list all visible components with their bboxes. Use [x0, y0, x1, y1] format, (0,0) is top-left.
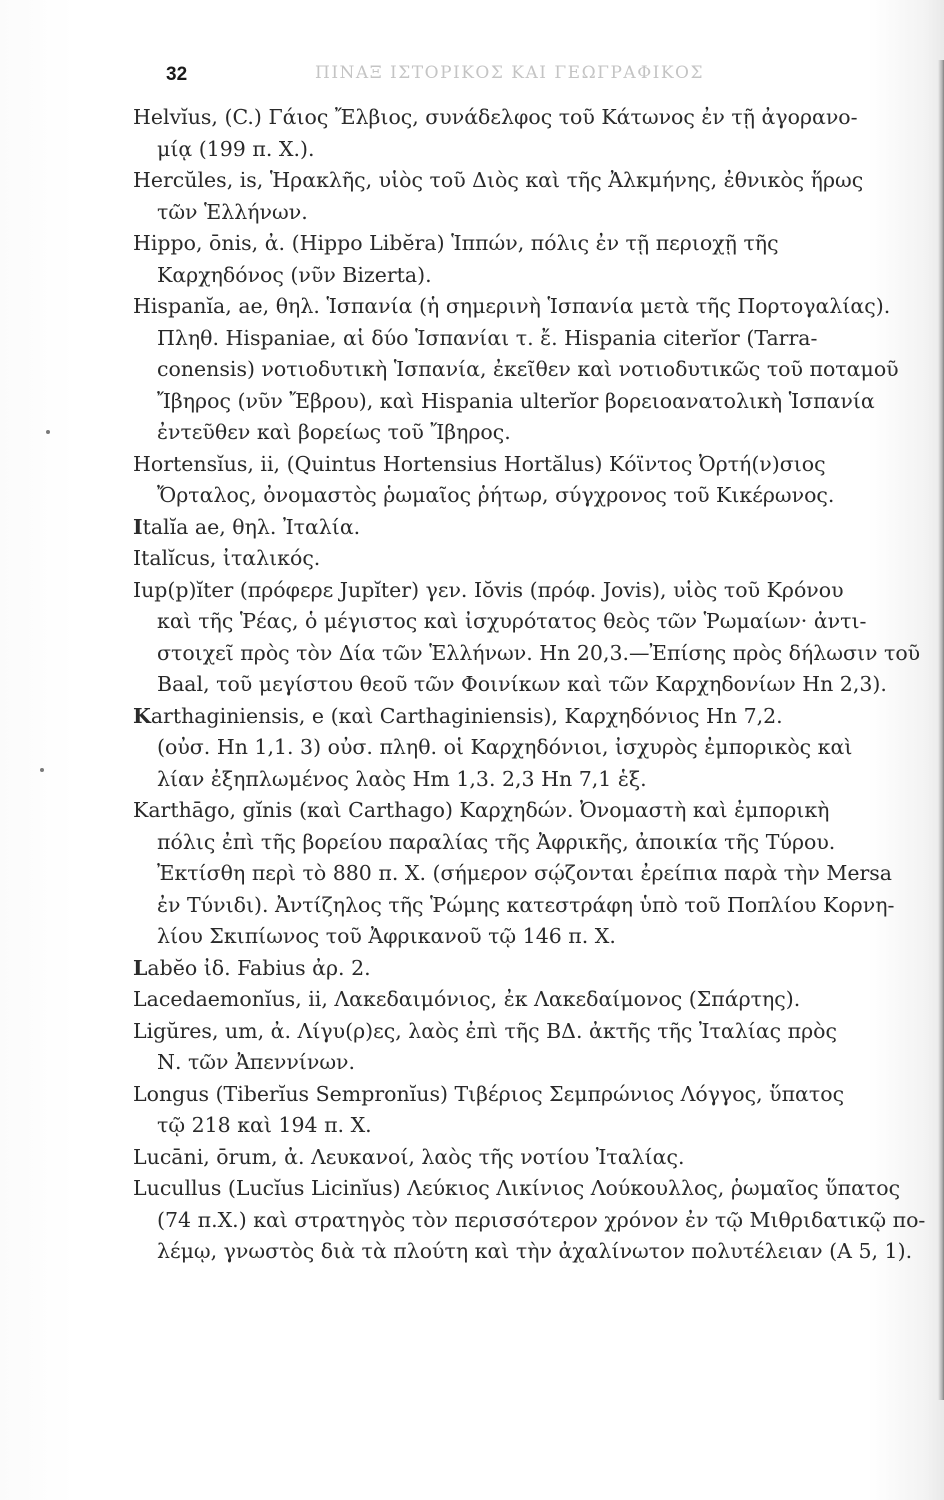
entry-continuation-line: στοιχεῖ πρὸς τὸν Δία τῶν Ἑλλήνων. Ηn 20,3.—Ἐπίσης πρὸς δήλωσιν τοῦ	[157, 640, 921, 665]
entry-continuation-line: Ὄρταλος, ὀνομαστὸς ῥωμαῖος ῥήτωρ, σύγχρονος τοῦ Κικέρωνος.	[157, 483, 835, 507]
entry-headline: Ligŭres, um, ἀ. Λίγυ(ρ)ες, λαὸς ἐπὶ τῆς ΒΔ. ἀκτῆς τῆς Ἰταλίας πρὸς	[133, 1018, 837, 1043]
glossary-entry	[133, 1173, 927, 1268]
entry-headline: Iup(p)ĭter (πρόφερε Jupĭter) γεν. Iŏvis (πρόφ. Jovis), υἱὸς τοῦ Κρόνου	[133, 577, 844, 602]
page-header	[160, 58, 920, 94]
glossary-entry	[133, 543, 927, 575]
glossary-entry	[133, 291, 927, 449]
glossary-entry	[133, 701, 927, 796]
entry-continuation-line: τῶν Ἑλλήνων.	[157, 199, 308, 224]
entry-continuation-line: ἐντεῦθεν καὶ βορείως τοῦ Ἴβηρος.	[157, 420, 511, 444]
margin-mark	[40, 768, 44, 772]
glossary-entry	[133, 984, 927, 1016]
entry-continuation-line: πόλις ἐπὶ τῆς βορείου παραλίας τῆς Ἀφρικῆς, ἀποικία τῆς Τύρου.	[157, 829, 836, 854]
entry-continuation-line: Πληθ. Hispaniae, αἱ δύο Ἱσπανίαι τ. ἔ. Hispania citerĭor (Tarra-	[157, 325, 818, 350]
entry-continuation-line: (οὐσ. Ηn 1,1. 3) οὐσ. πληθ. οἱ Καρχηδόνιοι, ἰσχυρὸς ἐμπορικὸς καὶ	[157, 735, 853, 759]
entry-continuation-line: Ν. τῶν Ἀπεννίνων.	[157, 1050, 356, 1074]
entry-continuation-line: Baal, τοῦ μεγίστου θεοῦ τῶν Φοινίκων καὶ τῶν Καρχηδονίων Ηn 2,3).	[157, 672, 887, 696]
glossary-entry	[133, 165, 927, 228]
glossary-entry	[133, 1142, 927, 1174]
entry-headline: Hercŭles, is, Ἡρακλῆς, υἱὸς τοῦ Διὸς καὶ τῆς Ἀλκμήνης, ἐθνικὸς ἥρως	[133, 168, 864, 192]
entry-headline: Longus (Tiberĭus Sempronĭus) Τιβέριος Σεμπρώνιος Λόγγος, ὕπατος	[133, 1081, 845, 1106]
entry-headline: Karthaginiensis, e (καὶ Carthaginiensis), Καρχηδόνιος Ηn 7,2.	[133, 703, 783, 728]
entry-headline: Lacedaemonĭus, ii, Λακεδαιμόνιος, ἐκ Λακεδαίμονος (Σπάρτης).	[133, 987, 801, 1011]
glossary-entry	[133, 512, 927, 544]
glossary-entry	[133, 575, 927, 701]
glossary-entries	[133, 102, 927, 1268]
entry-headline: Lucullus (Lucĭus Licinĭus) Λεύκιος Λικίνιος Λούκουλλος, ῥωμαῖος ὕπατος	[133, 1176, 901, 1200]
entry-continuation-line: Ἴβηρος (νῦν Ἔβρου), καὶ Hispania ulterĭor βορειοανατολικὴ Ἱσπανία	[157, 388, 875, 413]
entry-continuation-line: (74 π.X.) καὶ στρατηγὸς τὸν περισσότερον χρόνον ἐν τῷ Μιθριδατικῷ πο-	[157, 1207, 926, 1232]
entry-headline: Hippo, ōnis, ἀ. (Hippo Libĕra) Ἱππών, πόλις ἐν τῇ περιοχῇ τῆς	[133, 231, 779, 255]
running-head: ΠΙΝΑΞ ΙΣΤΟΡΙΚΟΣ ΚΑΙ ΓΕΩΓΡΑΦΙΚΟΣ	[315, 63, 704, 83]
entry-continuation-line: καὶ τῆς Ῥέας, ὁ μέγιστος καὶ ἰσχυρότατος θεὸς τῶν Ῥωμαίων· ἀντι-	[157, 609, 867, 633]
margin-mark	[46, 430, 50, 434]
glossary-entry	[133, 1079, 927, 1142]
entry-continuation-line: Ἐκτίσθη περὶ τὸ 880 π. X. (σήμερον σῴζονται ἐρείπια παρὰ τὴν Mersa	[157, 861, 893, 885]
entry-continuation-line: τῷ 218 καὶ 194 π. X.	[157, 1113, 372, 1137]
entry-headline: Labĕo ἰδ. Fabius ἀρ. 2.	[133, 955, 371, 980]
page-edge-shadow	[938, 60, 944, 1400]
entry-continuation-line: Καρχηδόνος (νῦν Bizerta).	[157, 262, 432, 287]
entry-headline: Karthāgo, gĭnis (καὶ Carthago) Καρχηδών. Ὀνομαστὴ καὶ ἐμπορικὴ	[133, 798, 830, 822]
glossary-entry	[133, 449, 927, 512]
entry-headline: Hispanĭa, ae, θηλ. Ἱσπανία (ἡ σημερινὴ Ἱσπανία μετὰ τῆς Πορτογαλίας).	[133, 294, 891, 318]
entry-headline: Helvĭus, (C.) Γάιος Ἔλβιος, συνάδελφος τοῦ Κάτωνος ἐν τῇ ἀγορανο-	[133, 105, 858, 129]
glossary-entry	[133, 795, 927, 953]
glossary-entry	[133, 1016, 927, 1079]
entry-continuation-line: λέμῳ, γνωστὸς διὰ τὰ πλούτη καὶ τὴν ἀχαλίνωτον πολυτέλειαν (A 5, 1).	[157, 1239, 913, 1263]
entry-headline: Italĭcus, ἰταλικός.	[133, 546, 321, 570]
glossary-entry	[133, 102, 927, 165]
entry-headline: Lucāni, ōrum, ἀ. Λευκανοί, λαὸς τῆς νοτίου Ἰταλίας.	[133, 1144, 685, 1169]
page-number: 32	[166, 64, 188, 85]
entry-continuation-line: λίου Σκιπίωνος τοῦ Ἀφρικανοῦ τῷ 146 π. X.	[157, 924, 616, 948]
entry-continuation-line: ἐν Τύνιδι). Ἀντίζηλος τῆς Ῥώμης κατεστράφη ὑπὸ τοῦ Ποπλίου Κορνη-	[157, 892, 895, 917]
glossary-entry	[133, 228, 927, 291]
entry-continuation-line: λίαν ἐξηπλωμένος λαὸς Ηm 1,3. 2,3 Ηn 7,1 ἑξ.	[157, 766, 647, 791]
entry-headline: Italĭa ae, θηλ. Ἰταλία.	[133, 514, 361, 539]
entry-continuation-line: conensis) νοτιοδυτικὴ Ἱσπανία, ἐκεῖθεν καὶ νοτιοδυτικῶς τοῦ ποταμοῦ	[157, 357, 899, 381]
glossary-entry	[133, 953, 927, 985]
entry-continuation-line: μίᾳ (199 π. X.).	[157, 136, 315, 161]
entry-headline: Hortensĭus, ii, (Quintus Hortensius Hortălus) Κόϊντος Ὀρτή(ν)σιος	[133, 451, 826, 476]
